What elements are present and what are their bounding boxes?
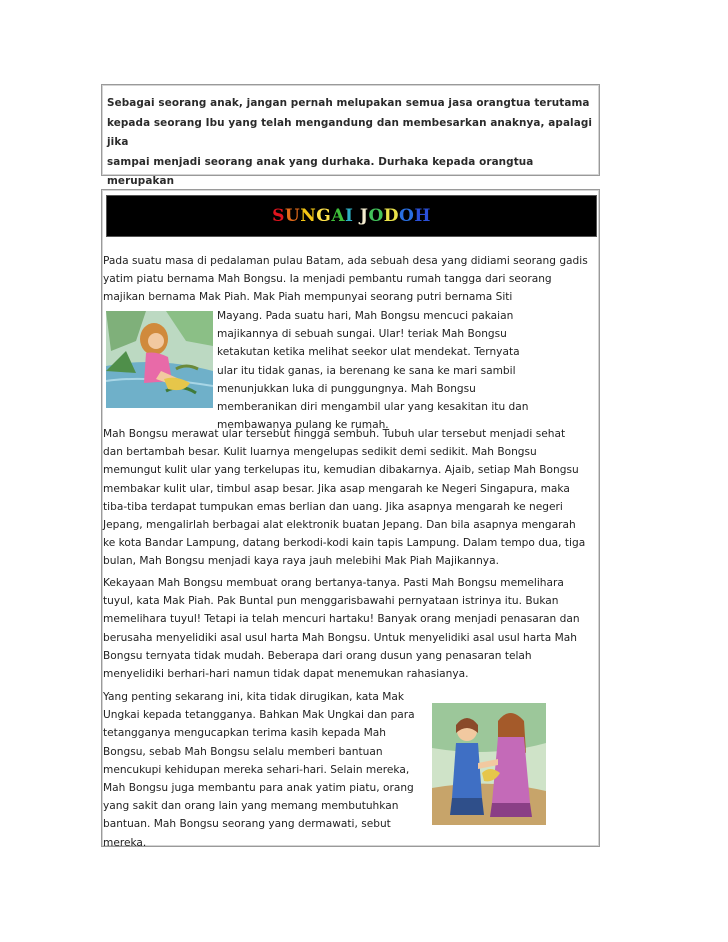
- intro-line: sampai menjadi seorang anak yang durhaka. Durhaka kepada orangtua merupakan: [107, 155, 534, 187]
- text-line: bantuan. Mah Bongsu seorang yang dermawati, sebut: [103, 818, 391, 831]
- text-line: mencukupi kehidupan mereka sehari-hari. Selain mereka,: [103, 763, 410, 776]
- title-letter: N: [300, 206, 317, 226]
- illustration-girl-river: [106, 311, 213, 408]
- story-title: [272, 206, 431, 226]
- text-line: menunjukkan luka di punggungnya. Mah Bongsu: [217, 382, 476, 395]
- title-letter: J: [359, 206, 369, 226]
- title-letter: S: [272, 206, 285, 226]
- text-line: berusaha menyelidiki asal usul harta Mah Bongsu. Untuk menyelidiki asal usul harta Mah: [103, 631, 577, 644]
- title-letter: H: [414, 206, 431, 226]
- text-line: yatim piatu bernama Mah Bongsu. Ia menjadi pembantu rumah tangga dari seorang: [103, 273, 552, 286]
- text-line: bulan, Mah Bongsu menjadi kaya raya jauh melebihi Mak Piah Majikannya.: [103, 555, 499, 568]
- text-line: Mah Bongsu merawat ular tersebut hingga sembuh. Tubuh ular tersebut menjadi sehat: [103, 428, 566, 440]
- text-line: Pada suatu masa di pedalaman pulau Batam, ada sebuah desa yang didiami seorang gadis: [103, 255, 588, 267]
- text-line: Ungkai kepada tetangganya. Bahkan Mak Ungkai dan para: [103, 709, 415, 722]
- text-line: menyelidiki berhari-hari namun tidak dapat menemukan rahasianya.: [103, 668, 469, 681]
- illustration-two-women: [432, 703, 546, 825]
- text-line: ular itu tidak ganas, ia berenang ke sana ke mari sambil: [217, 364, 516, 377]
- text-line: Kekayaan Mah Bongsu membuat orang bertanya-tanya. Pasti Mah Bongsu memelihara: [103, 577, 564, 589]
- intro-line: kepada seorang Ibu yang telah mengandung dan membesarkan anaknya, apalagi jika: [107, 116, 593, 148]
- story-paragraph-3: [103, 574, 580, 683]
- text-line: tetangganya mengucapkan terima kasih kepada Mah: [103, 727, 386, 740]
- text-line: memberanikan diri mengambil ular yang kesakitan itu dan: [217, 401, 529, 414]
- story-title-bar: [106, 195, 597, 237]
- text-line: majikan bernama Mak Piah. Mak Piah mempunyai seorang putri bernama Siti: [103, 291, 513, 304]
- text-line: membawanya pulang ke rumah.: [217, 419, 389, 432]
- text-line: mereka.: [103, 836, 147, 849]
- text-line: dan bertambah besar. Kulit luarnya mengelupas sedikit demi sedikit. Mah Bongsu: [103, 446, 537, 459]
- text-line: membakar kulit ular, timbul asap besar. Jika asap mengarah ke Negeri Singapura, maka: [103, 482, 570, 495]
- title-letter: G: [316, 206, 332, 226]
- text-line: tiba-tiba terdapat tumpukan emas berlian dan uang. Jika asapnya mengarah ke negeri: [103, 500, 563, 513]
- text-line: Jepang, mengalirlah berbagai alat elektronik buatan Jepang. Dan bila asapnya mengarah: [103, 519, 576, 532]
- story-paragraph-1: [103, 252, 588, 307]
- title-letter: O: [399, 206, 415, 226]
- text-line: tuyul, kata Mak Piah. Pak Buntal pun menggarisbawahi pernyataan istrinya itu. Bukan: [103, 595, 559, 608]
- text-line: ketakutan ketika melihat seekor ulat mendekat. Ternyata: [217, 346, 520, 359]
- text-line: Bongsu, sebab Mah Bongsu selalu memberi bantuan: [103, 745, 383, 758]
- title-letter: U: [284, 206, 301, 226]
- title-letter: A: [331, 206, 346, 226]
- text-line: yang sakit dan orang lain yang memang membutuhkan: [103, 800, 399, 813]
- text-line: memelihara tuyul! Tetapi ia telah mencuri hartaku! Banyak orang menjadi penasaran dan: [103, 613, 580, 626]
- story-paragraph-1-wrap: [217, 307, 528, 434]
- intro-box: [101, 84, 600, 187]
- text-line: majikannya di sebuah sungai. Ular! teriak Mah Bongsu: [217, 328, 507, 341]
- text-line: memungut kulit ular yang terkelupas itu, kemudian dibakarnya. Ajaib, setiap Mah Bongsu: [103, 464, 579, 477]
- story-paragraph-4: [103, 688, 415, 852]
- story-paragraph-2: [103, 425, 585, 571]
- text-line: Yang penting sekarang ini, kita tidak dirugikan, kata Mak: [103, 691, 405, 703]
- text-line: ke kota Bandar Lampung, datang berkodi-kodi kain tapis Lampung. Dalam tempo dua, tiga: [103, 537, 586, 550]
- text-line: Mah Bongsu juga membantu para anak yatim piatu, orang: [103, 782, 414, 795]
- intro-line: Sebagai seorang anak, jangan pernah melupakan semua jasa orangtua terutama: [107, 97, 590, 109]
- text-line: Bongsu ternyata tidak mudah. Beberapa dari orang dusun yang penasaran telah: [103, 649, 532, 662]
- text-line: Mayang. Pada suatu hari, Mah Bongsu mencuci pakaian: [217, 310, 514, 322]
- title-letter: O: [368, 206, 384, 226]
- title-letter: I: [345, 206, 354, 226]
- title-letter: D: [383, 206, 399, 226]
